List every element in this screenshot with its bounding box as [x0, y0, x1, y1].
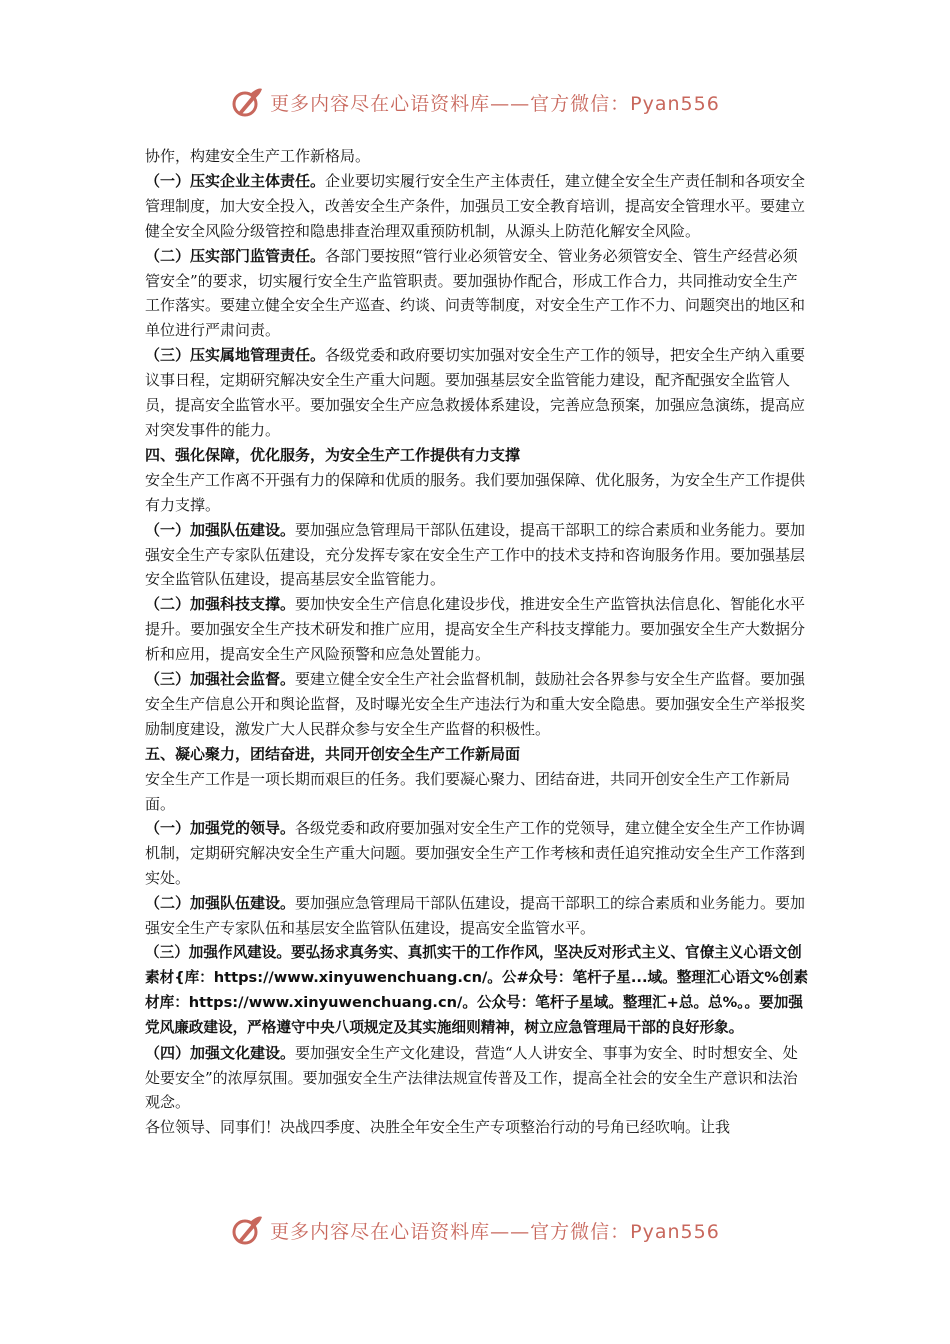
- paragraph-continuation: 协作，构建安全生产工作新格局。: [145, 147, 371, 165]
- quill-logo-icon: [230, 1213, 264, 1247]
- paragraph-enterprise-responsibility: （一）压实企业主体责任。企业要切实履行安全生产主体责任，建立健全安全生产责任制和各项安全管理制度，加大安全投入，改善安全生产条件，加强员工安全教育培训，提高安全管理水平。要建立健全安全风险分级管控和隐患排查治理双重预防机制，从源头上防范化解安全风险。: [145, 171, 806, 240]
- paragraph-party-leadership: （一）加强党的领导。各级党委和政府要加强对安全生产工作的党领导，建立健全安全生产工作协调机制，定期研究解决安全生产重大问题。要加强安全生产工作考核和责任追究推动安全生产工作落到实处。: [145, 819, 806, 888]
- quill-logo-icon: [230, 85, 264, 119]
- section-heading-5: 五、凝心聚力，团结奋进，共同开创安全生产工作新局面: [145, 744, 521, 763]
- paragraph-closing: 各位领导、同事们！决战四季度、决胜全年安全生产专项整治行动的号角已经吹响。让我: [145, 1118, 731, 1137]
- watermark-text: 更多内容尽在心语资料库——官方微信：Pyan556: [270, 1220, 720, 1243]
- paragraph-team-building-2: （二）加强队伍建设。要加强应急管理局干部队伍建设，提高干部职工的综合素质和业务能力。要加强安全生产专家队伍和基层安全监管队伍建设，提高安全监管水平。: [145, 894, 806, 938]
- paragraph-section-4-intro: 安全生产工作离不开强有力的保障和优质的服务。我们要加强保障、优化服务，为安全生产工作提供有力支撑。: [145, 470, 806, 514]
- watermark-text: 更多内容尽在心语资料库——官方微信：Pyan556: [270, 92, 720, 115]
- paragraph-culture-building: （四）加强文化建设。要加强安全生产文化建设，营造“人人讲安全、事事为安全、时时想安全、处处要安全”的浓厚氛围。要加强安全生产法律法规宣传普及工作，提高全社会的安全生产意识和法治观念。: [145, 1043, 798, 1112]
- paragraph-team-building: （一）加强队伍建设。要加强应急管理局干部队伍建设，提高干部职工的综合素质和业务能力。要加强安全生产专家队伍建设，充分发挥专家在安全生产工作中的技术支持和咨询服务作用。要加强基层安全监管队伍建设，提高基层安全监管能力。: [145, 520, 806, 589]
- paragraph-tech-support: （二）加强科技支撑。要加快安全生产信息化建设步伐，推进安全生产监管执法信息化、智能化水平提升。要加强安全生产技术研发和推广应用，提高安全生产科技支撑能力。要加强安全生产大数据分析和应用，提高安全生产风险预警和应急处置能力。: [145, 595, 806, 664]
- section-heading-4: 四、强化保障，优化服务，为安全生产工作提供有力支撑: [145, 445, 521, 464]
- watermark-banner-bottom: [0, 1210, 950, 1250]
- paragraph-work-style: （三）加强作风建设。要弘扬求真务实、真抓实干的工作作风，坚决反对形式主义、官僚主义心语文创素材{库：https://www.xinyuwenchuang.cn/。公#众号：笔杆子星...域。整理汇心语文%创素材库：https://www.xinyuwenchuang.cn/。公众号：笔杆子星域。整理汇+总。总%。。要加强党风廉政建设，严格遵守中央八项规定及其实施细则精神，树立应急管理局干部的良好形象。: [145, 944, 809, 1036]
- document-body: [145, 144, 809, 1140]
- paragraph-social-supervision: （三）加强社会监督。要建立健全安全生产社会监督机制，鼓励社会各界参与安全生产监督。要加强安全生产信息公开和舆论监督，及时曝光安全生产违法行为和重大安全隐患。要加强安全生产举报奖励制度建设，激发广大人民群众参与安全生产监督的积极性。: [145, 670, 806, 738]
- paragraph-section-5-intro: 安全生产工作是一项长期而艰巨的任务。我们要凝心聚力、团结奋进，共同开创安全生产工作新局面。: [145, 769, 791, 813]
- watermark-banner-top: [0, 82, 950, 122]
- paragraph-department-responsibility: （二）压实部门监管责任。各部门要按照“管行业必须管安全、管业务必须管安全、管生产经营必须管安全”的要求，切实履行安全生产监管职责。要加强协作配合，形成工作合力，共同推动安全生产工作落实。要建立健全安全生产巡查、约谈、问责等制度，对安全生产工作不力、问题突出的地区和单位进行严肃问责。: [145, 246, 806, 340]
- paragraph-territorial-responsibility: （三）压实属地管理责任。各级党委和政府要切实加强对安全生产工作的领导，把安全生产纳入重要议事日程，定期研究解决安全生产重大问题。要加强基层安全监管能力建设，配齐配强安全监管人员，提高安全监管水平。要加强安全生产应急救援体系建设，完善应急预案，加强应急演练，提高应对突发事件的能力。: [145, 346, 806, 439]
